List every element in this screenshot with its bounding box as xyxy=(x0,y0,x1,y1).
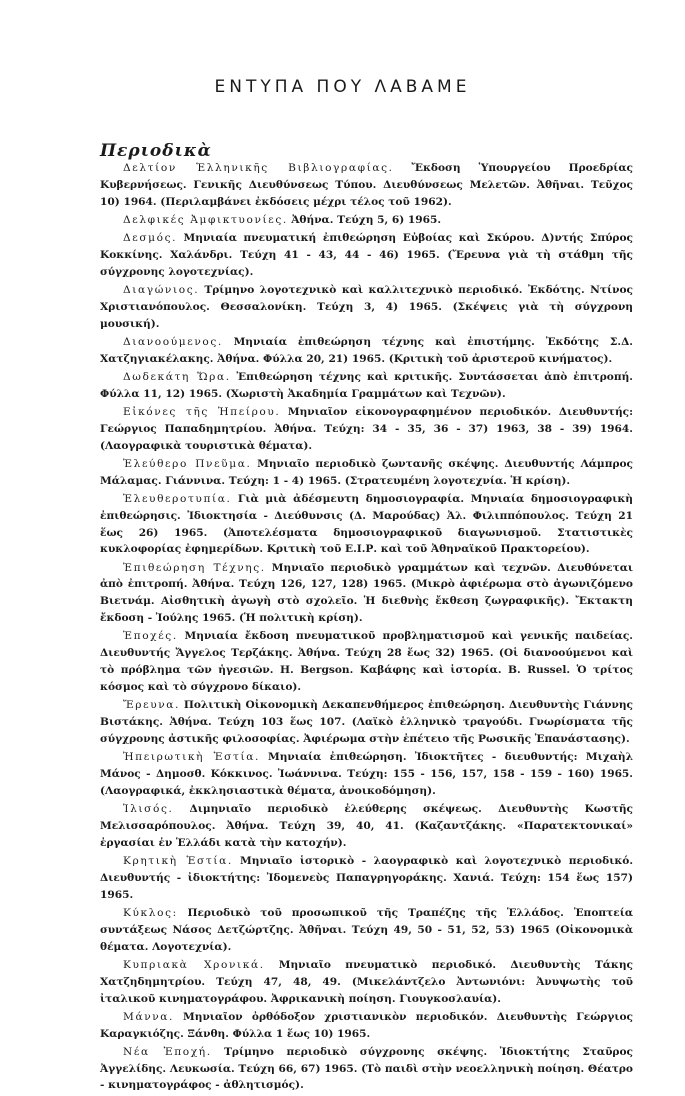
periodical-description: Διμηνιαῖο περιοδικὸ ἐλεύθερης σκέψεως. Διευθυντὴς Κωστῆς Μελισσαρόπουλος. Ἀθήνα. Τεύχη 39, 40, 41. (Καζαντζάκης. «Παρατεκτονικαί» ἐργασίαι ἐν Ἑλλάδι κατὰ τὴν κατοχήν). xyxy=(100,802,633,849)
periodical-description: Μηνιαῖον εἰκονογραφημένον περιοδικόν. Διευθυντής: Γεώργιος Παπαδημητρίου. Ἀθήνα. Τεύχη: 34 - 35, 36 - 37) 1963, 38 - 39) 1964. (Λαογραφικὰ τουριστικὰ θέματα). xyxy=(100,405,634,452)
periodical-entry xyxy=(100,404,633,455)
periodical-name: Διαγώνιος. xyxy=(123,283,200,296)
periodical-name: Νέα Ἐποχή. xyxy=(123,1045,212,1058)
periodical-description: Περιοδικὸ τοῦ προσωπικοῦ τῆς Τραπέζης τῆς Ἑλλάδος. Ἐποπτεία συντάξεως Νάσος Δετζώρτζης. Ἀθῆναι. Τεύχη 49, 50 - 51, 52, 53) 1965 (Οἰκονομικὰ θέματα. Λογοτεχνία). xyxy=(100,906,633,953)
periodical-entry xyxy=(100,560,633,628)
periodical-name: Ἔρευνα. xyxy=(123,699,180,712)
periodical-description: Μηνιαῖον ὀρθόδοξον χριστιανικὸν περιοδικόν. Διευθυντὴς Γεώργιος Καραγκιόζης. Ξάνθη. Φύλλα 1 ἕως 10) 1965. xyxy=(100,1010,633,1040)
periodical-name: Δελφικές Ἀμφικτυονίες. xyxy=(123,213,288,226)
periodical-name: Κρητικὴ Ἑστία. xyxy=(123,854,233,867)
section-heading: Περιοδικὰ xyxy=(100,141,212,162)
periodical-name: Δωδεκάτη Ὥρα. xyxy=(123,370,231,383)
periodical-description: Ἔκδοση Ὑπουργείου Προεδρίας Κυβερνήσεως. Γενικῆς Διευθύνσεως Τύπου. Διευθύνσεως Μελετῶν. Ἀθῆναι. Τεῦχος 10) 1964. (Περιλαμβάνει ἐκδόσεις μέχρι τέλος τοῦ 1962). xyxy=(100,162,633,208)
periodical-description: Μηνιαία ἐπιθεώρηση τέχνης καὶ ἐπιστήμης. Ἐκδότης Σ.Δ. Χατζηγιακέλακης. Ἀθήνα. Φύλλα 20, 21) 1965. (Κριτικὴ τοῦ ἀριστεροῦ κινήματος). xyxy=(100,335,633,365)
periodical-entry xyxy=(100,1009,633,1043)
periodical-name: Μάννα. xyxy=(123,1010,175,1023)
periodical-description: Ἀθήνα. Τεύχη 5, 6) 1965. xyxy=(291,213,442,226)
periodical-description: Γιὰ μιὰ ἀδέσμευτη δημοσιογραφία. Μηνιαία δημοσιογραφικὴ ἐπιθεώρησις. Ἰδιοκτησία - Διεύθυνσις (Δ. Μαρούδας) Ἀλ. Φιλιππόπουλος. Τεύχη 21 ἕως 26) 1965. (Ἀποτελέσματα δημοσιογραφικοῦ διαγωνισμοῦ. Στατιστικὲς κυκλοφορίας ἐφημερίδων. Κριτικὴ τοῦ Ε.Ι.Ρ. καὶ τοῦ Ἀθηναϊκοῦ Πρακτορείου). xyxy=(100,492,633,556)
periodical-description: Ἐπιθεώρηση τέχνης καὶ κριτικῆς. Συντάσσεται ἀπὸ ἐπιτροπή. Φύλλα 11, 12) 1965. (Χωριστὴ Ἀκαδημία Γραμμάτων καὶ Τεχνῶν). xyxy=(100,370,633,400)
periodical-entry xyxy=(100,905,633,956)
periodical-name: Εἰκόνες τῆς Ἠπείρου. xyxy=(123,405,281,418)
page-title: ΕΝΤΥΠΑ ΠΟΥ ΛΑΒΑΜΕ xyxy=(214,77,471,98)
periodical-entry xyxy=(100,853,633,904)
periodical-entry xyxy=(100,212,633,229)
periodical-name: Ἐποχές. xyxy=(123,630,178,643)
periodical-description: Τρίμηνο περιοδικὸ σύγχρονης σκέψης. Ἰδιοκτήτης Σταῦρος Ἀγγελίδης. Λευκωσία. Τεύχη 66, 67) 1965. (Τὸ παιδὶ στὴν νεοελληνικὴ ποίηση. Θέατρο - κινηματογράφος - ἀθλητισμός). xyxy=(100,1045,633,1092)
periodical-entry xyxy=(100,491,633,559)
periodical-entry xyxy=(100,697,633,748)
periodical-description: Μηνιαία πνευματική ἐπιθεώρηση Εὐβοίας καὶ Σκύρου. Δ)ντής Σπύρος Κοκκίνης. Χαλάνδρι. Τεύχη 41 - 43, 44 - 46) 1965. (Ἔρευνα γιὰ τὴ στάθμη τῆς σύγχρονης λογοτεχνίας). xyxy=(100,232,633,278)
periodical-description: Μηνιαῖο ἱστορικὸ - λαογραφικὸ καὶ λογοτεχνικὸ περιοδικό. Διευθυντής - ἰδιοκτήτης: Ἰδομενεὺς Παπαγρηγοράκης. Χανιά. Τεύχη: 154 ἕως 157) 1965. xyxy=(100,854,634,901)
periodical-entry xyxy=(100,749,633,800)
periodical-name: Ἐπιθεώρηση Τέχνης. xyxy=(123,561,266,574)
periodical-description: Μηνιαία ἐπιθεώρηση. Ἰδιοκτῆτες - διευθυντής: Μιχαὴλ Μάνος - Δημοσθ. Κόκκινος. Ἰωάννινα. Τεύχη: 155 - 156, 157, 158 - 159 - 160) 1965. (Λαογραφικά, ἐκκλησιαστικὰ θέματα, ἀνοικοδόμηση). xyxy=(100,751,634,797)
periodical-entry xyxy=(100,628,633,696)
periodical-name: Ἰλισός. xyxy=(123,802,174,815)
periodical-name: Κυπριακὰ Χρονικά. xyxy=(123,958,265,971)
periodical-description: Μηνιαῖο περιοδικὸ γραμμάτων καὶ τεχνῶν. Διευθύνεται ἀπὸ ἐπιτροπή. Ἀθήνα. Τεύχη 126, 127, 128) 1965. (Μικρὸ ἀφιέρωμα στὸ ἀγωνιζόμενο Βιετνάμ. Αἰσθητικὴ ἀγωγὴ στὸ σχολεῖο. Ἡ διεθνὴς ἔκθεση ζωγραφικῆς). Ἔκτακτη ἔκδοση - Ἰούλης 1965. (Ἡ πολιτικὴ κρίση). xyxy=(100,561,633,625)
periodical-entry xyxy=(100,160,633,211)
periodical-entry xyxy=(100,334,633,368)
periodical-name: Κύκλος: xyxy=(123,906,178,919)
periodical-name: Ἐλεύθερο Πνεῦμα. xyxy=(123,457,252,470)
periodical-description: Μηνιαῖο πνευματικὸ περιοδικό. Διευθυντὴς Τάκης Χατζηδημητρίου. Τεύχη 47, 48, 49. (Μικελάντζελο Ἀντωνιόνι: Ἀνυψωτὴς τοῦ ἰταλικοῦ κινηματογράφου. Ἀφρικανικὴ ποίηση. Γιουγκοσλαυία). xyxy=(100,958,633,1005)
periodical-name: Δεσμός. xyxy=(123,232,178,244)
periodical-entry xyxy=(100,1044,633,1095)
periodical-name: Ἐλευθεροτυπία. xyxy=(123,492,232,505)
periodical-entry xyxy=(100,957,633,1008)
periodical-description: Μηνιαία ἔκδοση πνευματικοῦ προβληματισμοῦ καὶ γενικῆς παιδείας. Διευθυντής Ἄγγελος Τερζάκης. Ἀθήνα. Τεύχη 28 ἕως 32) 1965. (Οἱ διανοούμενοι καὶ τὸ πρόβλημα τῶν ἡγεσιῶν. H. Bergson. Καβάφης καὶ ἱστορία. B. Russel. Ὁ τρίτος κόσμος καὶ τὸ σύγχρονο δίκαιο). xyxy=(100,630,633,694)
periodical-entry xyxy=(100,282,633,333)
periodical-entry xyxy=(100,369,633,403)
periodical-description: Μηνιαῖο περιοδικὸ ζωντανῆς σκέψης. Διευθυντής Λάμπρος Μάλαμας. Γιάννινα. Τεύχη: 1 - 4) 1965. (Στρατευμένη λογοτεχνία. Ἡ κρίση). xyxy=(100,457,634,487)
periodical-entry xyxy=(100,456,633,490)
periodical-entry xyxy=(100,230,633,281)
periodical-name: Δελτίον Ἑλληνικῆς Βιβλιογραφίας. xyxy=(123,162,394,174)
periodical-name: Ἠπειρωτικὴ Ἑστία. xyxy=(123,751,260,764)
periodical-description: Πολιτικὴ Οἰκονομικὴ Δεκαπενθήμερος ἐπιθεώρηση. Διευθυντὴς Γιάννης Βιστάκης. Ἀθήνα. Τεύχη 103 ἕως 107. (Λαϊκὸ ἑλληνικὸ τραγούδι. Γνωρίσματα τῆς σύγχρονης ἀστικῆς φιλοσοφίας. Ἀφιέρωμα στὴν ἐπέτειο τῆς Ρωσικῆς Ἐπανάστασης). xyxy=(100,699,633,745)
periodical-description: Τρίμηνο λογοτεχνικὸ καὶ καλλιτεχνικὸ περιοδικό. Ἐκδότης. Ντίνος Χριστιανόπουλος. Θεσσαλονίκη. Τεύχη 3, 4) 1965. (Σκέψεις γιὰ τὴ σύγχρονη μουσική). xyxy=(100,283,633,330)
entry-list xyxy=(100,160,633,1096)
periodical-entry xyxy=(100,801,633,852)
periodical-name: Διανοούμενος. xyxy=(123,335,223,348)
